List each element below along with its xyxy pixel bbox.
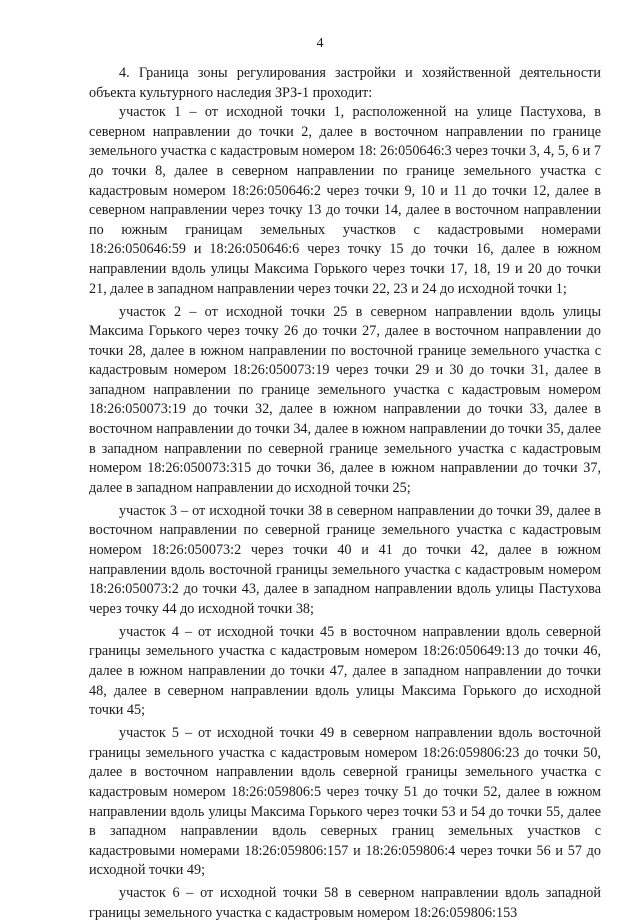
list-item: участок 6 – от исходной точки 58 в северном направлении вдоль западной границы земельного участка с кадастровым номером 18:26:059806:153 (89, 885, 601, 921)
list-item: участок 4 – от исходной точки 45 в восточном направлении вдоль северной границы земельного участка с кадастровым номером 18:26:050649:13 до точки 46, далее в южном направлении до точки 47, далее в западном направлении до точки 48, далее в северном направлении вдоль улицы Максима Горького до исходной точки 45; (89, 623, 601, 719)
list-item: участок 1 – от исходной точки 1, расположенной на улице Пастухова, в северном направлении до точки 2, далее в восточном направлении по границе земельного участка с кадастровым номером 18: 26:050646:3 через точки 3, 4, 5, 6 и 7 до точки 8, далее в северном направлении по границе земельного участка с кадастровым номером 18:26:050646:2 через точки 9, 10 и 11 до точки 12, далее в северном направлении через точку 13 до точки 14, далее в восточном направлении по южным границам земельных участков с кадастровыми номерами 18:26:050646:59 и 18:26:050646:6 через точку 15 до точки 16, далее в южном направлении вдоль улицы Максима Горького через точки 17, 18, 19 и 20 до точки 21, далее в западном направлении через точки 22, 23 и 24 до исходной точки 1; (89, 104, 601, 297)
page-number: 4 (316, 36, 324, 51)
list-item: участок 2 – от исходной точки 25 в северном направлении вдоль улицы Максима Горького через точку 26 до точки 27, далее в восточном направлении до точки 28, далее в южном направлении по восточной границе земельного участка с кадастровым номером 18:26:050073:19 через точки 29 и 30 до точки 31, далее в западном направлении по границе земельного участка с кадастровым номером 18:26:050073:19 до точки 32, далее в южном направлении до точки 33, далее в восточном направлении до точки 34, далее в южном направлении до точки 35, далее в западном направлении по северной границе земельного участка с кадастровым номером 18:26:050073:315 до точки 36, далее в южном направлении до точки 37, далее в западном направлении до исходной точки 25; (89, 303, 601, 496)
list-item: участок 3 – от исходной точки 38 в северном направлении до точки 39, далее в восточном направлении по северной границе земельного участка с кадастровым номером 18:26:050073:2 через точки 40 и 41 до точки 42, далее в южном направлении вдоль восточной границы земельного участка с кадастровым номером 18:26:050073:2 до точки 43, далее в западном направлении вдоль улицы Пастухова через точку 44 до исходной точки 38; (89, 502, 601, 617)
list-item: участок 5 – от исходной точки 49 в северном направлении вдоль восточной границы земельного участка с кадастровым номером 18:26:059806:23 до точки 50, далее в восточном направлении вдоль северной границы земельного участка с кадастровым номером 18:26:059806:5 через точку 51 до точки 52, далее в южном направлении вдоль улицы Максима Горького через точки 53 и 54 до точки 55, далее в западном направлении вдоль северных границ земельных участков с кадастровыми номерами 18:26:059806:157 и 18:26:059806:4 через точки 56 и 57 до исходной точки 49; (89, 725, 601, 879)
document-body (89, 64, 601, 923)
section-heading: 4. Граница зоны регулирования застройки и хозяйственной деятельности объекта культурного наследия ЗРЗ-1 проходит: (89, 65, 601, 101)
